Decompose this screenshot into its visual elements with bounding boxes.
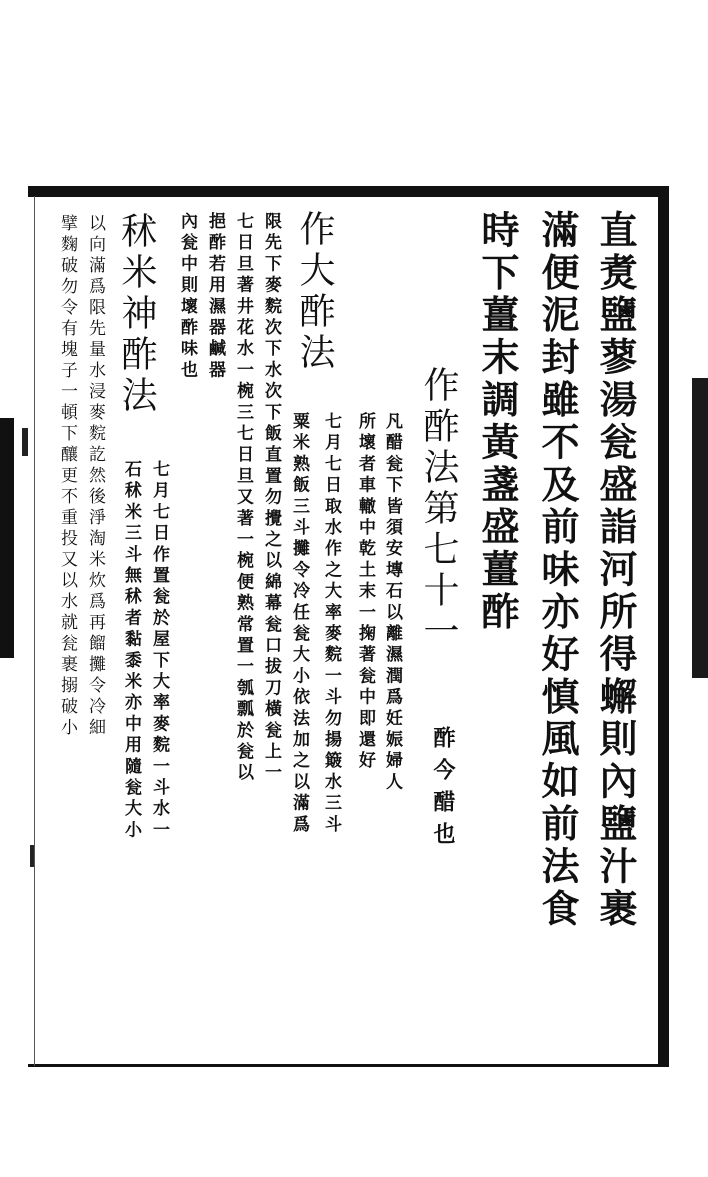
section-title-gloss: 酢今醋也 [430,726,456,854]
body-text-column: 擘麴破勿令有塊子一頓下釀更不重投又以水就瓮裹搦破小 [57,214,77,739]
note-column: 七日旦著井花水一椀三七日旦又著一椀便熟常置一瓠瓢於瓮以 [233,212,253,785]
note-column: 七月七日取水作之大率麥䴷一斗勿揚簸水三斗 [321,412,341,836]
note-column: 限先下麥䴷次下水次下飯直置勿攪之以綿幕瓮口拔刀橫瓮上一 [261,212,281,785]
main-text-column: 滿便泥封雖不及前味亦好慎風如前法食 [535,210,580,931]
main-text-column: 直煑鹽蓼湯瓮盛詣河所得蠏則內鹽汁裹 [593,210,638,931]
recipe-title-dazuo: 作大酢法 [294,210,335,374]
body-text-column: 以向滿爲限先量水浸麥䴷訖然後淨淘米炊爲再餾攤令冷細 [85,214,105,739]
margin-line [34,196,35,1066]
frame-right-border [658,186,669,1066]
main-text-column: 時下薑末調黃盞盛薑酢 [475,210,520,634]
frame-top-border [28,186,669,197]
binding-edge-right [692,378,708,678]
ink-blot [30,845,34,867]
frame-bottom-border [28,1064,669,1067]
binding-edge-left [0,418,14,658]
note-column: 七月七日作置瓮於屋下大率麥䴷一斗水一 [149,460,169,842]
recipe-title-shumi: 秫米神酢法 [116,212,157,417]
note-column: 石秫米三斗無秫者黏黍米亦中用隨瓮大小 [121,460,141,842]
note-column: 粟米熟飯三斗攤令冷任瓮大小依法加之以滿爲 [289,412,309,836]
section-title: 作酢法第七十一 [418,366,459,653]
note-column: 凡醋瓮下皆須安塼石以離濕潤爲妊娠婦人 [382,412,402,794]
note-column: 挹酢若用濕器鹹器 [205,212,225,382]
ink-blot [22,428,28,456]
note-column: 內瓮中則壞酢味也 [177,212,197,382]
note-column: 所壞者車轍中乾土末一掬著瓮中即還好 [355,412,375,773]
